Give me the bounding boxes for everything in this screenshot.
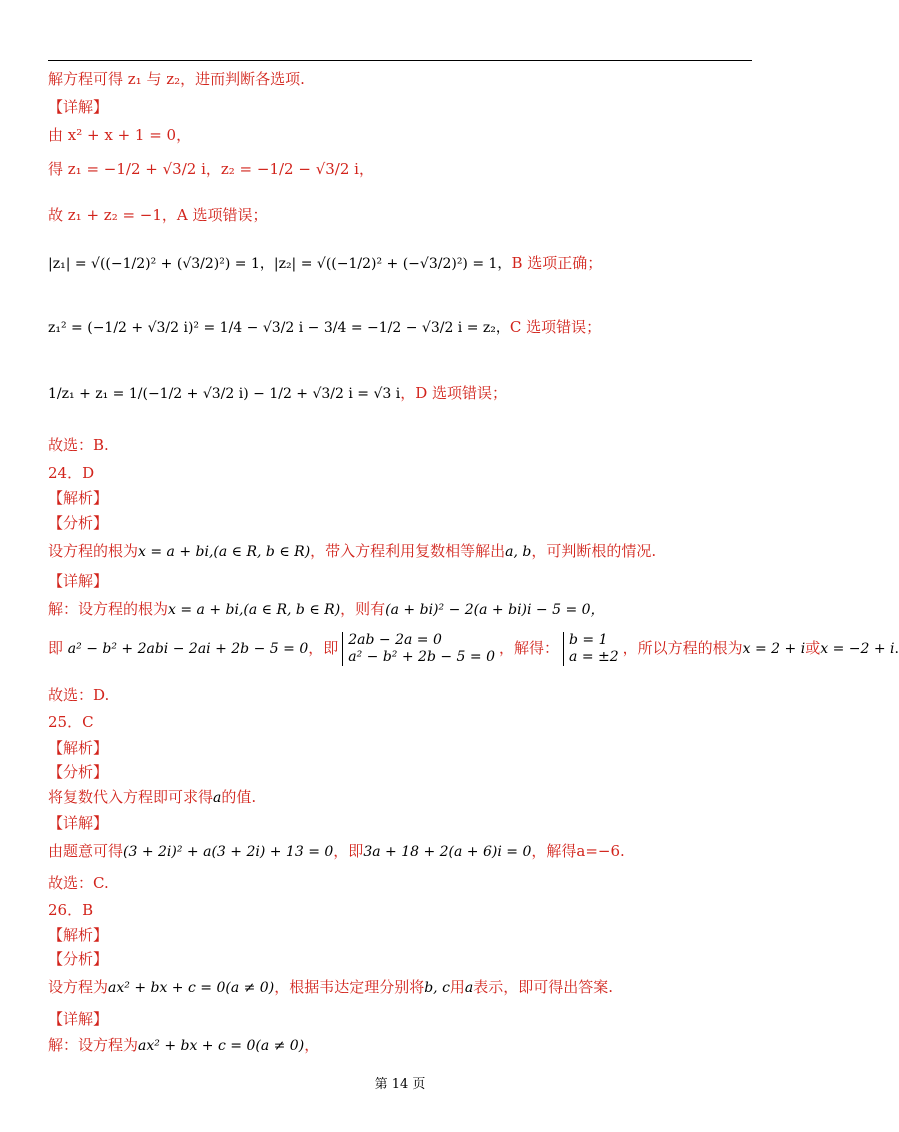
q26-sol-math: ax² + bx + c = 0(a ≠ 0) <box>138 1038 305 1054</box>
q24-analysis <box>48 540 656 561</box>
q23-option-a-text: A 选项错误； <box>176 206 268 224</box>
q26-solution <box>48 1034 319 1055</box>
q24-solution <box>48 598 605 619</box>
q24-sol-eq: (a + bi)² − 2(a + bi)i − 5 = 0， <box>385 602 605 618</box>
q23-option-b-text: B 选项正确； <box>511 254 603 272</box>
q26-analysis-d: 表示，即可得出答案. <box>473 978 614 996</box>
q26-analysis-c: 用 <box>449 978 465 996</box>
q25-analysis-a: 将复数代入方程即可求得 <box>48 788 214 806</box>
q26-number: 26．B <box>48 901 94 919</box>
q24-system <box>48 632 899 666</box>
q24-end: . <box>894 641 899 657</box>
q25-sol-res: a=−6. <box>576 842 625 860</box>
q24-detail-label: 【详解】 <box>48 572 109 590</box>
q25-detail-label: 【详解】 <box>48 814 109 832</box>
q23-roots: 得 z₁ = −1/2 + √3/2 i，z₂ = −1/2 − √3/2 i， <box>48 160 374 178</box>
q26-analysis-b: ，根据韦达定理分别将 <box>274 978 425 996</box>
q24-res2: a = ±2 <box>569 649 619 665</box>
q25-sol-eq: (3 + 2i)² + a(3 + 2i) + 13 = 0 <box>123 844 334 860</box>
q23-option-b-math: |z₁| = √((−1/2)² + (√3/2)²) = 1，|z₂| = √((−1/2)² + (−√3/2)²) = 1， <box>48 256 512 272</box>
q24-analysis-math: x = a + bi,(a ∈ R, b ∈ R) <box>138 544 311 560</box>
q26-sol-a: 解：设方程为 <box>48 1036 139 1054</box>
q26-sol-b: ， <box>304 1036 320 1054</box>
q24-sys1: 2ab − 2a = 0 <box>348 632 442 648</box>
q24-res1: b = 1 <box>569 632 608 648</box>
q24-analysis-c: ，可判断根的情况. <box>531 542 657 560</box>
q23-option-c <box>48 316 601 337</box>
q23-option-d-text: ，D 选项错误； <box>400 384 508 402</box>
q24-system-brace <box>342 632 495 666</box>
q24-number: 24．D <box>48 464 95 482</box>
q24-result-brace <box>563 632 619 666</box>
q23-option-c-text: C 选项错误； <box>509 318 602 336</box>
q24-expand: a² − b² + 2abi − 2ai + 2b − 5 = 0 <box>67 641 309 657</box>
q23-detail-label: 【详解】 <box>48 98 109 116</box>
q25-analysis-b: 的值. <box>221 788 257 806</box>
q24-root2: x = −2 + i <box>820 641 895 657</box>
q26-fenxi: 【分析】 <box>48 950 109 968</box>
q26-analysis-math: ax² + bx + c = 0(a ≠ 0) <box>108 980 275 996</box>
q25-analysis-var: a <box>213 790 222 806</box>
q23-option-d-math: 1/z₁ + z₁ = 1/(−1/2 + √3/2 i) − 1/2 + √3/2 i = √3 i <box>48 386 401 402</box>
q25-jiexi: 【解析】 <box>48 739 109 757</box>
q26-jiexi: 【解析】 <box>48 926 109 944</box>
q26-analysis-a: 设方程为 <box>48 978 109 996</box>
q25-number: 25．C <box>48 713 94 731</box>
q23-option-a <box>48 204 268 225</box>
q24-sol-math: x = a + bi,(a ∈ R, b ∈ R) <box>168 602 341 618</box>
q25-analysis <box>48 786 256 807</box>
q24-analysis-b: ，带入方程利用复数相等解出 <box>310 542 506 560</box>
q23-eq-intro: 由 x² + x + 1 = 0， <box>48 126 192 144</box>
q24-jiexi: 【解析】 <box>48 489 109 507</box>
q24-ji2: ，即 <box>308 639 339 657</box>
q24-sol-a: 解：设方程的根为 <box>48 600 169 618</box>
q25-fenxi: 【分析】 <box>48 763 109 781</box>
q24-roots-text: ，所以方程的根为 <box>622 639 743 657</box>
q24-or: 或 <box>805 639 821 657</box>
q23-option-c-math: z₁² = (−1/2 + √3/2 i)² = 1/4 − √3/2 i − 3/4 = −1/2 − √3/2 i = z₂， <box>48 320 510 336</box>
header-line: 解方程可得 z₁ 与 z₂，进而判断各选项. <box>48 70 305 88</box>
q23-answer: 故选：B. <box>48 436 109 454</box>
q26-analysis-bc: b, c <box>424 980 450 996</box>
q26-analysis <box>48 976 613 997</box>
top-rule <box>48 60 752 61</box>
q25-sol-a: 由题意可得 <box>48 842 124 860</box>
q24-solve: ，解得： <box>499 639 560 657</box>
page-footer: 第 14 页 <box>374 1077 426 1092</box>
q26-analysis-var: a <box>464 980 474 996</box>
q25-sol-c: ，解得 <box>531 842 577 860</box>
q23-option-d <box>48 382 507 403</box>
q24-sol-b: ，则有 <box>340 600 386 618</box>
q23-option-a-math: 故 z₁ + z₂ = −1， <box>48 206 177 224</box>
q24-fenxi: 【分析】 <box>48 514 109 532</box>
q26-detail-label: 【详解】 <box>48 1010 109 1028</box>
q24-analysis-a: 设方程的根为 <box>48 542 139 560</box>
q25-solution <box>48 840 625 861</box>
q25-sol-eq2: 3a + 18 + 2(a + 6)i = 0 <box>363 844 532 860</box>
q24-analysis-ab: a, b <box>505 544 532 560</box>
q24-answer: 故选：D. <box>48 686 110 704</box>
q24-sys2: a² − b² + 2b − 5 = 0 <box>348 649 495 665</box>
q25-answer: 故选：C. <box>48 874 109 892</box>
q23-option-b <box>48 252 602 273</box>
q24-ji: 即 <box>48 639 64 657</box>
q25-sol-b: ，即 <box>333 842 364 860</box>
q24-root1: x = 2 + i <box>742 641 806 657</box>
